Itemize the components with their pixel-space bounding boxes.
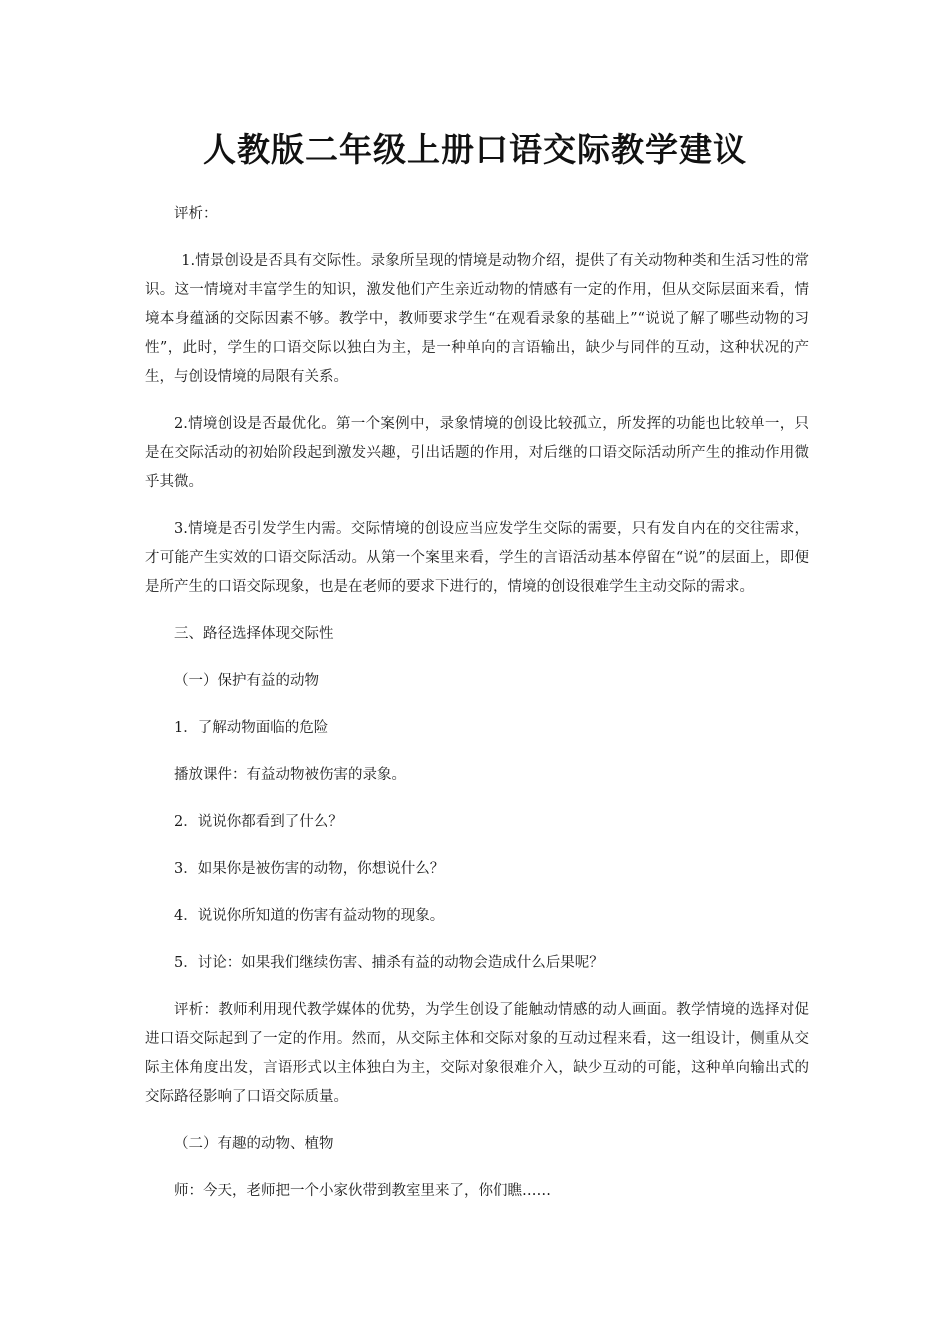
paragraph-commentary-2: 评析：教师利用现代教学媒体的优势，为学生创设了能触动情感的动人画面。教学情境的选择对促进口语交际起到了一定的作用。然而，从交际主体和交际对象的互动过程来看，这一组设计，侧重从交际主体角度出发，言语形式以主体独白为主，交际对象很难介入，缺少互动的可能，这种单向输出式的交际路径影响了口语交际质量。 — [145, 1002, 809, 1105]
step-3: 3．如果你是被伤害的动物，你想说什么？ — [174, 861, 445, 877]
step-4: 4．说说你所知道的伤害有益动物的现象。 — [174, 908, 445, 924]
document-title: 人教版二年级上册口语交际教学建议 — [203, 130, 747, 169]
subsection-heading-1: （一）保护有益的动物 — [174, 673, 319, 689]
paragraph-point-2: 2.情境创设是否最优化。第一个案例中，录象情境的创设比较孤立，所发挥的功能也比较单一，只是在交际活动的初始阶段起到激发兴趣，引出话题的作用，对后继的口语交际活动所产生的推动作用微乎其微。 — [145, 416, 809, 490]
paragraph-commentary-label: 评析： — [174, 206, 218, 222]
step-1: 1．了解动物面临的危险 — [174, 720, 329, 736]
paragraph-teacher-line: 师：今天，老师把一个小家伙带到教室里来了，你们瞧…… — [174, 1183, 551, 1199]
section-heading-3: 三、路径选择体现交际性 — [174, 626, 334, 642]
paragraph-point-1: 1.情景创设是否具有交际性。录象所呈现的情境是动物介绍，提供了有关动物种类和生活习性的常识。这一情境对丰富学生的知识，激发他们产生亲近动物的情感有一定的作用，但从交际层面来看，情境本身蕴涵的交际因素不够。教学中，教师要求学生“在观看录象的基础上”“说说了解了哪些动物的习性”，此时，学生的口语交际以独白为主，是一种单向的言语输出，缺少与同伴的互动，这种状况的产生，与创设情境的局限有关系。 — [145, 253, 809, 385]
subsection-heading-2: （二）有趣的动物、植物 — [174, 1136, 334, 1152]
document-body — [145, 200, 809, 1206]
step-2: 2．说说你都看到了什么？ — [174, 814, 343, 830]
step-5: 5．讨论：如果我们继续伤害、捕杀有益的动物会造成什么后果呢？ — [174, 955, 604, 971]
step-courseware: 播放课件：有益动物被伤害的录象。 — [174, 767, 406, 783]
paragraph-point-3: 3.情境是否引发学生内需。交际情境的创设应当应发学生交际的需要，只有发自内在的交往需求，才可能产生实效的口语交际活动。从第一个案里来看，学生的言语活动基本停留在“说”的层面上，即便是所产生的口语交际现象，也是在老师的要求下进行的，情境的创设很难学生主动交际的需求。 — [145, 521, 809, 595]
